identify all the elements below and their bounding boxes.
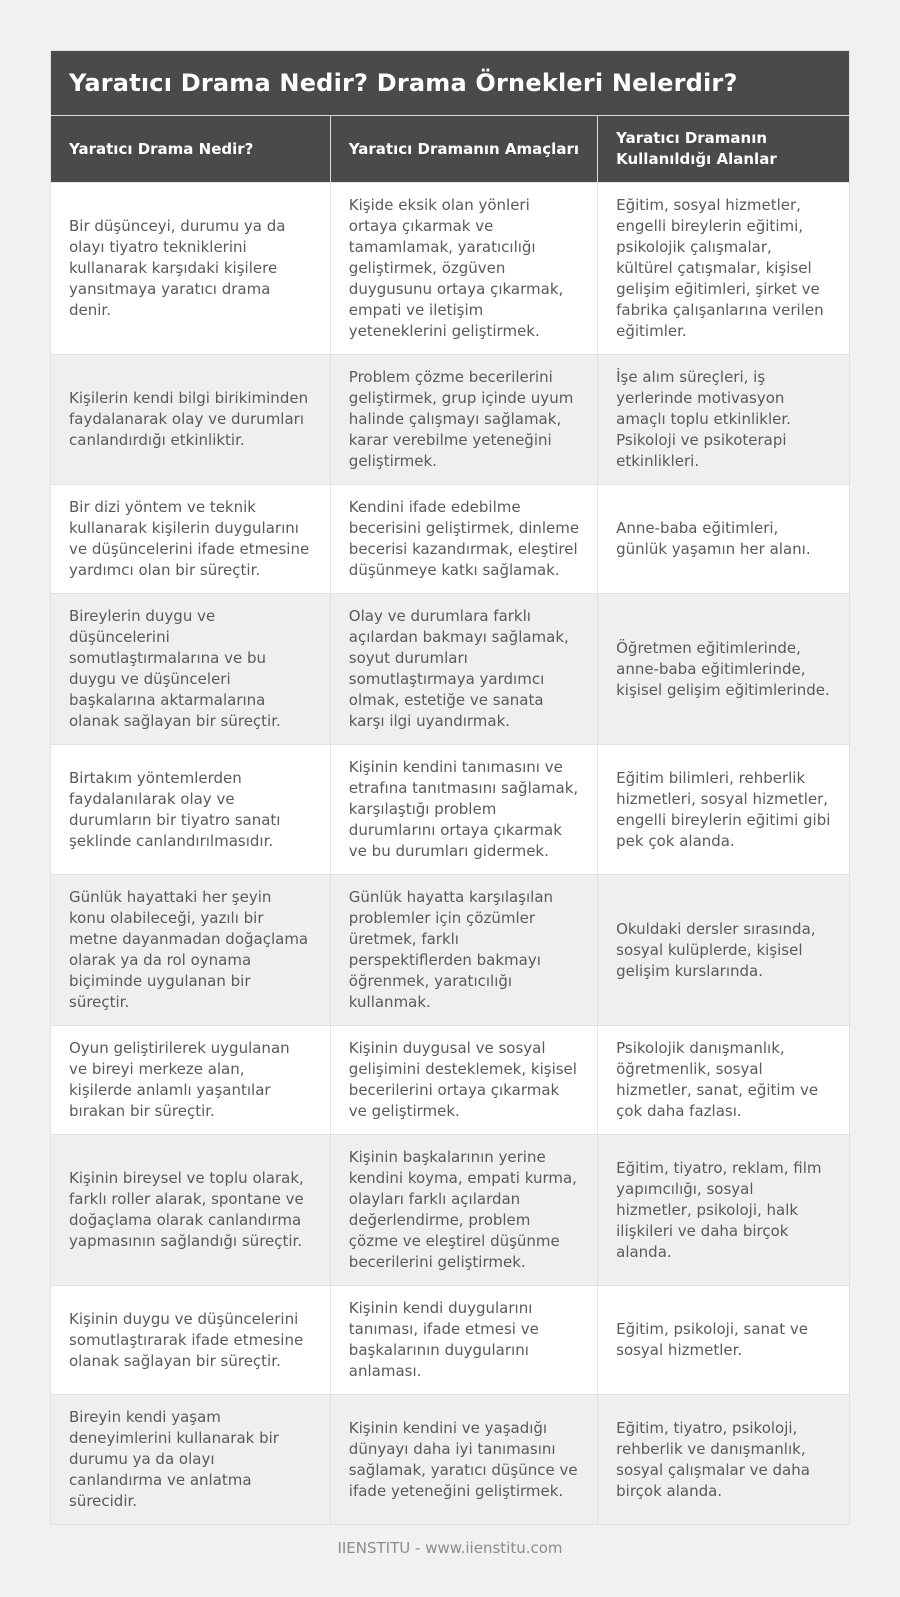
table-row <box>51 745 849 875</box>
table-row <box>51 1135 849 1286</box>
table-cell: Olay ve durumlara farklı açılardan bakmayı sağlamak, soyut durumları somutlaştırmaya yardımcı olmak, estetiğe ve sanata karşı ilgi uyandırmak. <box>330 594 597 745</box>
table-cell: Kişinin başkalarının yerine kendini koyma, empati kurma, olayları farklı açılardan değerlendirme, problem çözme ve eleştirel düşünme becerilerini geliştirmek. <box>330 1135 597 1286</box>
table-row <box>51 485 849 594</box>
table-cell: Eğitim, tiyatro, reklam, film yapımcılığı, sosyal hizmetler, psikoloji, halk ilişkileri ve daha birçok alanda. <box>598 1135 849 1286</box>
table-cell: Kişinin duygu ve düşüncelerini somutlaştırarak ifade etmesine olanak sağlayan bir süreçtir. <box>51 1286 330 1395</box>
table-cell: Günlük hayatta karşılaşılan problemler için çözümler üretmek, farklı perspektiflerden bakmayı öğrenmek, yaratıcılığı kullanmak. <box>330 875 597 1026</box>
table-body <box>51 183 849 1525</box>
column-header-2: Yaratıcı Dramanın Amaçları <box>330 116 597 183</box>
table-cell: Kişinin kendini tanımasını ve etrafına tanıtmasını sağlamak, karşılaştığı problem durumlarını ortaya çıkarmak ve bu durumları gidermek. <box>330 745 597 875</box>
table-cell: Birtakım yöntemlerden faydalanılarak olay ve durumların bir tiyatro sanatı şeklinde canlandırılmasıdır. <box>51 745 330 875</box>
table-row <box>51 183 849 355</box>
table-cell: Okuldaki dersler sırasında, sosyal kulüplerde, kişisel gelişim kurslarında. <box>598 875 849 1026</box>
table-row <box>51 1286 849 1395</box>
table-cell: Eğitim, psikoloji, sanat ve sosyal hizmetler. <box>598 1286 849 1395</box>
table-header-row <box>51 116 849 183</box>
table-cell: Bir dizi yöntem ve teknik kullanarak kişilerin duygularını ve düşüncelerini ifade etmesine yardımcı olan bir süreçtir. <box>51 485 330 594</box>
table-row <box>51 1395 849 1525</box>
table-cell: Kişinin bireysel ve toplu olarak, farklı roller alarak, spontane ve doğaçlama olarak canlandırma yapmasının sağlandığı süreçtir. <box>51 1135 330 1286</box>
table-cell: Anne-baba eğitimleri, günlük yaşamın her alanı. <box>598 485 849 594</box>
table-cell: Kişinin duygusal ve sosyal gelişimini desteklemek, kişisel becerilerini ortaya çıkarmak ve geliştirmek. <box>330 1026 597 1135</box>
table-cell: İşe alım süreçleri, iş yerlerinde motivasyon amaçlı toplu etkinlikler. Psikoloji ve psikoterapi etkinlikleri. <box>598 355 849 485</box>
table-row <box>51 594 849 745</box>
table-header <box>51 116 849 183</box>
table-cell: Bireyin kendi yaşam deneyimlerini kullanarak bir durumu ya da olayı canlandırma ve anlatma sürecidir. <box>51 1395 330 1525</box>
table-cell: Bir düşünceyi, durumu ya da olayı tiyatro tekniklerini kullanarak karşıdaki kişilere yansıtmaya yaratıcı drama denir. <box>51 183 330 355</box>
table-row <box>51 355 849 485</box>
table-cell: Kişinin kendini ve yaşadığı dünyayı daha iyi tanımasını sağlamak, yaratıcı düşünce ve ifade yeteneğini geliştirmek. <box>330 1395 597 1525</box>
table-cell: Kişilerin kendi bilgi birikiminden faydalanarak olay ve durumları canlandırdığı etkinliktir. <box>51 355 330 485</box>
footer-credit: IIENSTITU - www.iienstitu.com <box>337 1539 563 1557</box>
table-cell: Oyun geliştirilerek uygulanan ve bireyi merkeze alan, kişilerde anlamlı yaşantılar bırakan bir süreçtir. <box>51 1026 330 1135</box>
table-cell: Kişide eksik olan yönleri ortaya çıkarmak ve tamamlamak, yaratıcılığı geliştirmek, özgüven duygusunu ortaya çıkarmak, empati ve iletişim yeteneklerini geliştirmek. <box>330 183 597 355</box>
table-cell: Eğitim, sosyal hizmetler, engelli bireylerin eğitimi, psikolojik çalışmalar, kültürel çatışmalar, kişisel gelişim eğitimleri, şirket ve fabrika çalışanlarına verilen eğitimler. <box>598 183 849 355</box>
table-cell: Günlük hayattaki her şeyin konu olabileceği, yazılı bir metne dayanmadan doğaçlama olarak ya da rol oynama biçiminde uygulanan bir süreçtir. <box>51 875 330 1026</box>
drama-info-card <box>50 50 850 1525</box>
table-cell: Bireylerin duygu ve düşüncelerini somutlaştırmalarına ve bu duygu ve düşünceleri başkalarına aktarmalarına olanak sağlayan bir süreçtir. <box>51 594 330 745</box>
table-row <box>51 1026 849 1135</box>
table-cell: Kişinin kendi duygularını tanıması, ifade etmesi ve başkalarının duygularını anlaması. <box>330 1286 597 1395</box>
column-header-1: Yaratıcı Drama Nedir? <box>51 116 330 183</box>
drama-table <box>51 115 849 1524</box>
page-title: Yaratıcı Drama Nedir? Drama Örnekleri Nelerdir? <box>51 51 849 115</box>
table-cell: Kendini ifade edebilme becerisini geliştirmek, dinleme becerisi kazandırmak, eleştirel düşünmeye katkı sağlamak. <box>330 485 597 594</box>
table-cell: Psikolojik danışmanlık, öğretmenlik, sosyal hizmetler, sanat, eğitim ve çok daha fazlası. <box>598 1026 849 1135</box>
table-cell: Problem çözme becerilerini geliştirmek, grup içinde uyum halinde çalışmayı sağlamak, karar verebilme yeteneğini geliştirmek. <box>330 355 597 485</box>
table-cell: Öğretmen eğitimlerinde, anne-baba eğitimlerinde, kişisel gelişim eğitimlerinde. <box>598 594 849 745</box>
table-cell: Eğitim, tiyatro, psikoloji, rehberlik ve danışmanlık, sosyal çalışmalar ve daha birçok alanda. <box>598 1395 849 1525</box>
table-cell: Eğitim bilimleri, rehberlik hizmetleri, sosyal hizmetler, engelli bireylerin eğitimi gibi pek çok alanda. <box>598 745 849 875</box>
column-header-3: Yaratıcı Dramanın Kullanıldığı Alanlar <box>598 116 849 183</box>
table-row <box>51 875 849 1026</box>
